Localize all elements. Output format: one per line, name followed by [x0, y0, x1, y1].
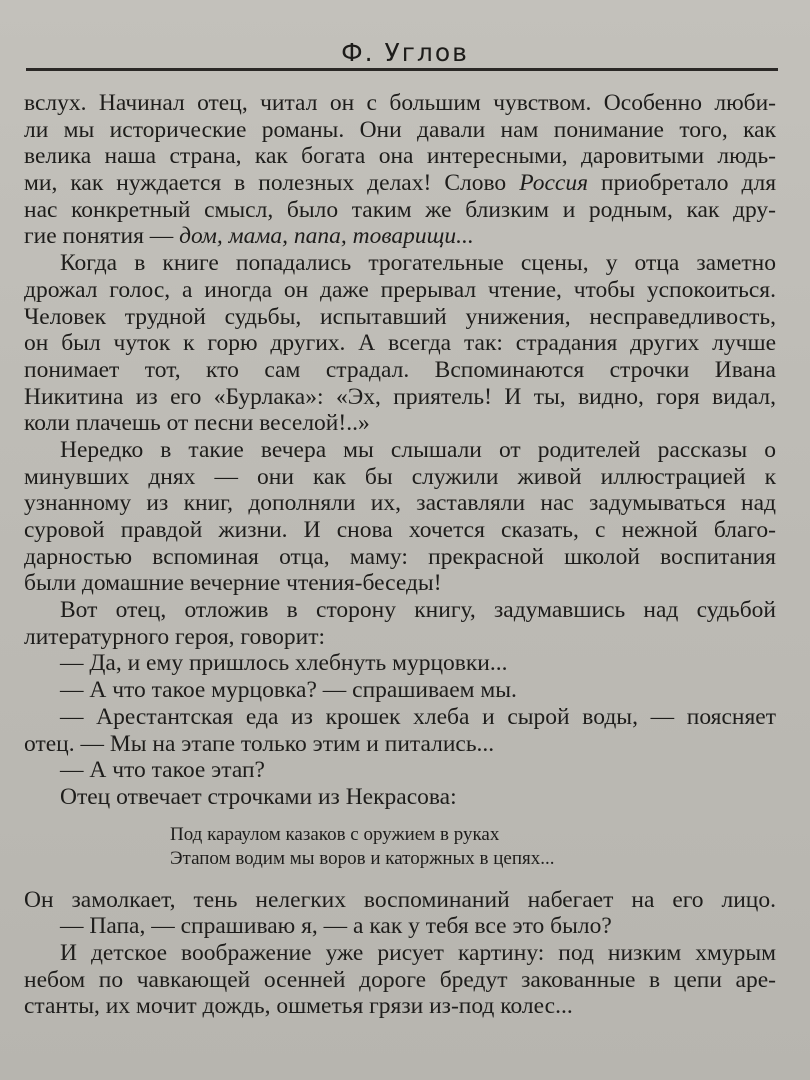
- dialogue-line: — А что такое мурцовка? — спрашиваем мы.: [60, 677, 517, 704]
- header-rule: [26, 68, 778, 71]
- text-line: понимает тот, кто сам страдал. Вспоминаются строчки Ивана: [24, 356, 776, 383]
- verse-spacer: [24, 871, 776, 887]
- text-line: дрожал голос, а иногда он даже прерывал чтение, чтобы успокоиться.: [24, 276, 776, 303]
- text-line: минувших днях — они как бы служили живой иллюстрацией к: [24, 463, 776, 490]
- text-line: нас конкретный смысл, было таким же близким и родным, как дру-: [24, 196, 776, 223]
- dialogue-line: — Арестантская еда из крошек хлеба и сырой воды, — поясняет: [60, 703, 776, 730]
- text-line: отец. — Мы на этапе только этим и питались...: [24, 730, 495, 757]
- text-line: дарностью вспоминая отца, маму: прекрасной школой воспитания: [24, 543, 776, 570]
- text-line: ми, как нуждается в полезных делах! Слово Россия приобретало для: [24, 170, 777, 197]
- text-line: вслух. Начинал отец, читал он с большим чувством. Особенно люби-: [24, 90, 776, 116]
- text-line: ли мы исторические романы. Они давали нам понимание того, как: [24, 116, 776, 143]
- text-line: станты, их мочит дождь, ошметья грязи из-под колес...: [24, 993, 573, 1020]
- verse-spacer: [24, 811, 776, 823]
- text-line: Он замолкает, тень нелегких воспоминаний набегает на его лицо.: [24, 886, 776, 913]
- paragraph-start: Вот отец, отложив в сторону книгу, задумавшись над судьбой: [60, 597, 776, 624]
- italic-word: Россия: [519, 170, 588, 197]
- paragraph-start: Когда в книге попадались трогательные сцены, у отца заметно: [60, 250, 776, 277]
- running-header-author: Ф. Углов: [341, 38, 469, 67]
- text-line: литературного героя, говорит:: [24, 623, 326, 650]
- text-line: гие понятия — дом, мама, папа, товарищи...: [24, 223, 474, 250]
- dialogue-line: — Да, и ему пришлось хлебнуть мурцовки...: [60, 650, 508, 677]
- dialogue-line: — Папа, — спрашиваю я, — а как у тебя все это было?: [60, 913, 612, 940]
- verse-line: Под караулом казаков с оружием в руках: [170, 823, 500, 845]
- body-text: [24, 90, 776, 1020]
- text-line: небом по чавкающей осенней дороге бредут закованные в цепи аре-: [24, 966, 776, 993]
- text-line: Никитина из его «Бурлака»: «Эх, приятель! И ты, видно, горя видал,: [24, 383, 776, 410]
- italic-phrase: дом, мама, папа, товарищи...: [179, 223, 474, 250]
- paragraph-start: Нередко в такие вечера мы слышали от родителей рассказы о: [60, 436, 776, 463]
- text-line: узнанному из книг, дополняли их, заставляли нас задумываться над: [24, 490, 776, 517]
- text-line: суровой правдой жизни. И снова хочется сказать, с нежной благо-: [24, 517, 776, 543]
- text-line: коли плачешь от песни веселой!..»: [24, 410, 370, 437]
- paragraph-start: И детское воображение уже рисует картину: под низким хмурым: [60, 939, 776, 966]
- text-line: Человек трудной судьбы, испытавший унижения, несправедливость,: [24, 303, 776, 330]
- dialogue-line: — А что такое этап?: [60, 757, 265, 784]
- text-line: он был чуток к горю других. А всегда так: страдания других лучше: [24, 330, 776, 357]
- verse-line: Этапом водим мы воров и каторжных в цепях...: [170, 847, 555, 869]
- text-line: были домашние вечерние чтения-беседы!: [24, 570, 442, 597]
- paragraph-start: Отец отвечает строчками из Некрасова:: [60, 783, 457, 810]
- text-line: велика наша страна, как богата она интересными, даровитыми людь-: [24, 143, 776, 170]
